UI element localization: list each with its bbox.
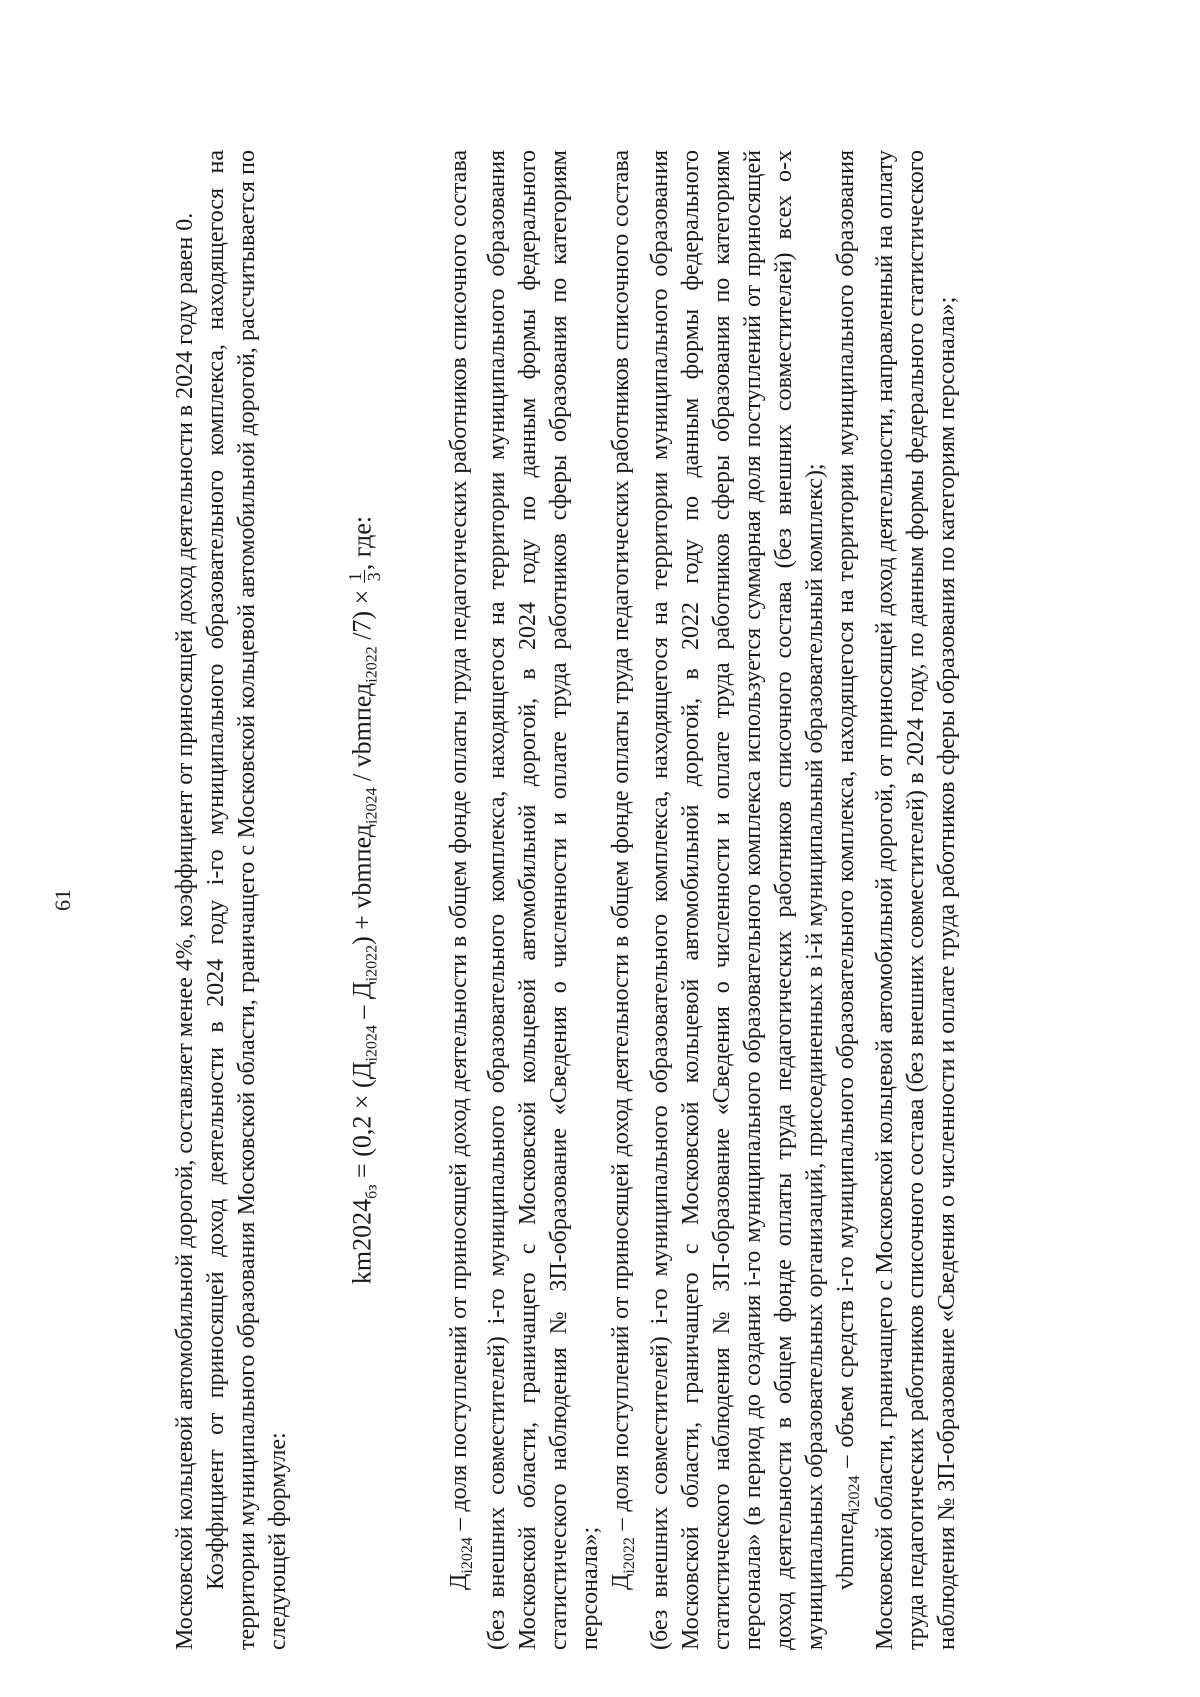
- definition-vbmped-2024: [831, 150, 963, 1650]
- definition-text: – объем средств i-го муниципального образовательного комплекса, находящегося на территории муниципального образования Московской области, граничащего с Московской кольцевой автомобильной дорогой, от приносящей доход деятельности, направленный на оплату труда педагогических работников списочного состава (без внешних совместителей) в 2024 году, по данным формы федерального статистического наблюдения № ЗП-образование «Сведения о численности и оплате труда работников сферы образования по категориям персонала»;: [833, 150, 961, 1650]
- formula-lhs-sub: бз: [363, 1184, 381, 1199]
- definition-symbol-sub: i2024: [846, 1475, 864, 1512]
- formula-part-1: = (0,2 × (Д: [347, 1061, 377, 1185]
- definition-d-2022: [606, 150, 831, 1650]
- definition-symbol-sub: i2024: [458, 1537, 476, 1574]
- formula-lhs: km2024: [347, 1198, 377, 1285]
- definition-text: – доля поступлений от приносящей доход деятельности в общем фонде оплаты труда педагогических работников списочного состава (без внешних совместителей) i-го муниципального образовательного комплекса, находящегося на территории муниципального образования Московской области, граничащего с Московской кольцевой автомобильной дорогой, в 2024 году по данным формы федерального статистического наблюдения № ЗП-образование «Сведения о численности и оплате труда работников сферы образования по категориям персонала»;: [445, 150, 604, 1650]
- paragraph-coefficient-intro: Коэффициент от приносящей доход деятельности в 2024 году i-го муниципального образовательного комплекса, находящегося на территории муниципального образования Московской области, граничащего с Московской кольцевой автомобильной дорогой, рассчитывается по следующей формуле:: [203, 150, 291, 1650]
- definition-symbol: Д: [608, 1573, 635, 1590]
- fraction-numerator: 1: [345, 572, 365, 582]
- definition-symbol-sub: i2022: [621, 1537, 639, 1574]
- definition-d-2024: [444, 150, 607, 1650]
- definition-symbol: Д: [445, 1573, 472, 1590]
- formula-sub-4: i2022: [363, 646, 381, 683]
- formula-sub-2: i2022: [363, 944, 381, 982]
- page-number: 61: [50, 889, 75, 911]
- formula-sub-1: i2024: [363, 1025, 381, 1062]
- formula-part-4: / vbmпед: [347, 682, 377, 788]
- formula-part-2: – Д: [347, 981, 377, 1026]
- formula-part-3: ) + vbmпед: [347, 824, 377, 945]
- paragraph-continuation: Московской кольцевой автомобильной дорогой, составляет менее 4%, коэффициент от приносящей доход деятельности в 2024 году равен 0.: [172, 212, 198, 1650]
- definition-symbol: vbmпед: [833, 1511, 860, 1590]
- formula: [346, 150, 388, 1650]
- rotated-page: [50, 150, 1170, 1650]
- formula-tail: , где:: [347, 515, 377, 571]
- formula-sub-3: i2024: [363, 787, 381, 824]
- formula-fraction: [346, 570, 383, 583]
- page-body: [170, 150, 963, 1650]
- formula-part-5: /7) ×: [347, 583, 377, 647]
- definition-text: – доля поступлений от приносящей доход деятельности в общем фонде оплаты труда педагогических работников списочного состава (без внешних совместителей) i-го муниципального образовательного комплекса, находящегося на территории муниципального образования Московской области, граничащего с Московской кольцевой автомобильной дорогой, в 2022 году по данным формы федерального статистического наблюдения № ЗП-образование «Сведения о численности и оплате труда работников сферы образования по категориям персонала» (в период до создания i-го муниципального образовательного комплекса используется суммарная доля поступлений от приносящей доход деятельности в общем фонде оплаты труда педагогических работников списочного состава (без внешних совместителей) всех о-х муниципальных образовательных организаций, присоединенных в i-й муниципальный образовательный комплекс);: [608, 150, 829, 1650]
- fraction-denominator: 3: [364, 572, 384, 582]
